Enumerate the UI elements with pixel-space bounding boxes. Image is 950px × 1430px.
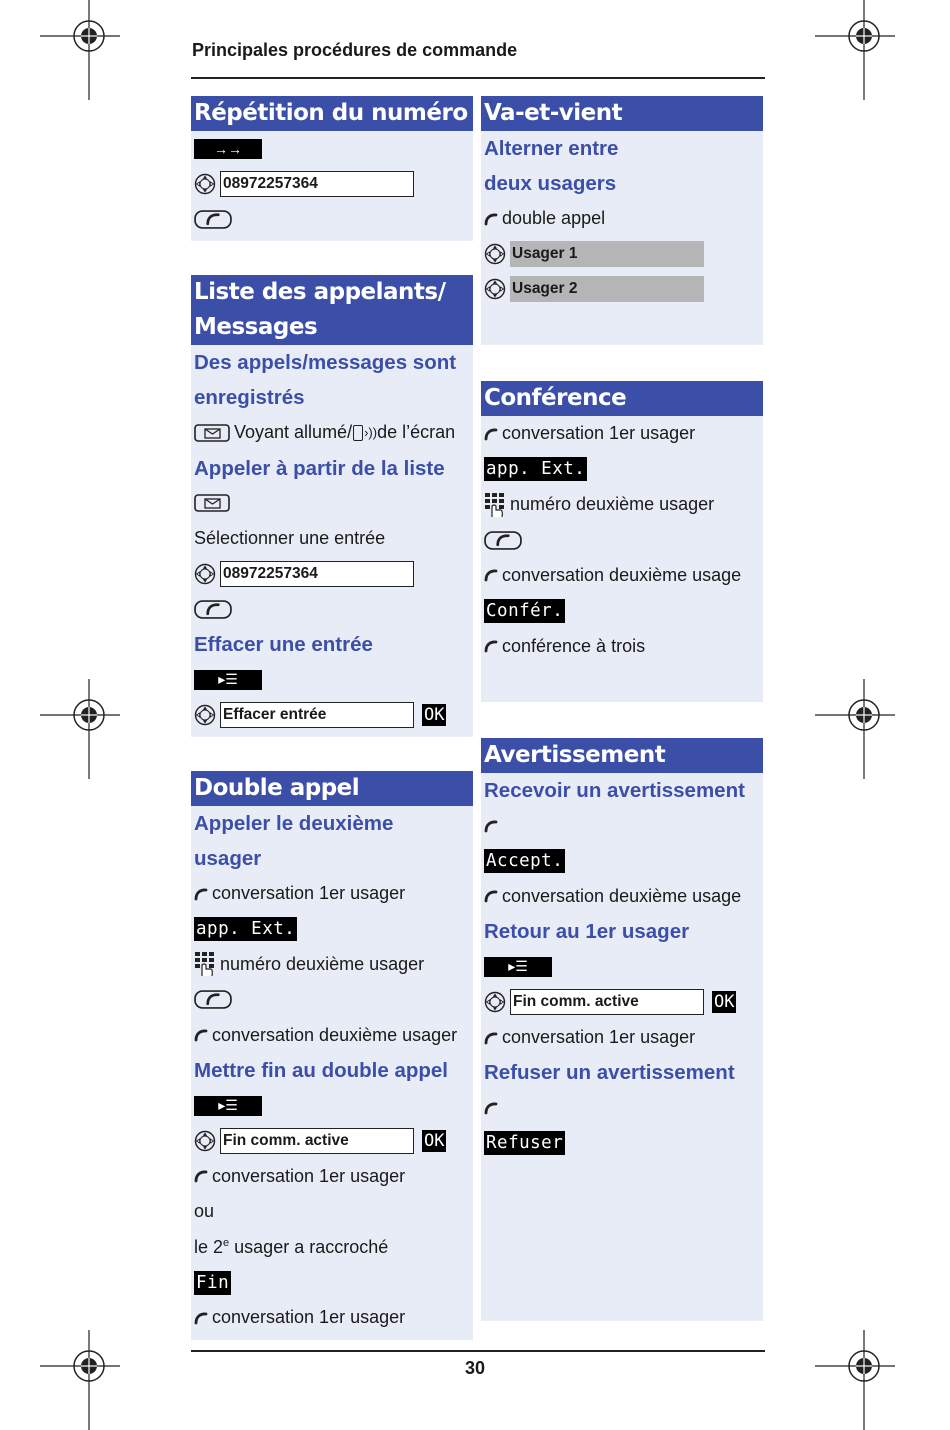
- conf-appext-row: [481, 452, 763, 487]
- waiting-end-row: [481, 984, 763, 1019]
- hook-icon: [194, 1311, 208, 1325]
- refuse-row: [481, 1126, 763, 1161]
- menu-key[interactable]: ▸☰: [194, 670, 262, 690]
- hung-up-post: usager a raccroché: [229, 1236, 389, 1257]
- callers-title-line2: Messages: [191, 310, 473, 345]
- callers-number-field: 08972257364: [220, 561, 414, 587]
- double-panel: [191, 771, 473, 1340]
- double-number-row: [191, 947, 473, 982]
- conf-dial-row: [481, 522, 763, 557]
- repeat-panel: [191, 96, 473, 241]
- callers-panel: [191, 275, 473, 737]
- double-conv1-row: [191, 876, 473, 911]
- waiting-conv2-row: [481, 879, 763, 914]
- select-text: Sélectionner une entrée: [194, 528, 386, 549]
- ok-button[interactable]: OK: [714, 992, 735, 1013]
- toggle-sub-line2: deux usagers: [484, 172, 617, 195]
- callers-dial-row: [191, 592, 473, 627]
- keypad-icon[interactable]: [194, 951, 216, 977]
- menu-key[interactable]: ▸☰: [194, 1096, 262, 1116]
- crop-mark-middle-right: [815, 679, 895, 779]
- right-column: [481, 96, 763, 1321]
- conf-conv2-row: [481, 558, 763, 593]
- waiting-menu-row: [481, 949, 763, 984]
- waiting-panel: [481, 738, 763, 1321]
- double-conv4-row: [191, 1300, 473, 1335]
- hook-icon: [484, 427, 498, 441]
- delete-row: [191, 698, 473, 733]
- or-text: ou: [194, 1201, 215, 1222]
- hung-up-sup: e: [223, 1236, 230, 1249]
- waiting-hook2-row: [481, 1090, 763, 1125]
- footer-rule: [191, 1350, 765, 1352]
- waiting-conv1-row: [481, 1020, 763, 1055]
- hook-icon: [484, 568, 498, 582]
- callers-menu-row: [191, 662, 473, 697]
- led-text1: Voyant allumé/: [234, 422, 353, 443]
- double-conv4-text: conversation 1er usager: [212, 1307, 406, 1328]
- ok-button[interactable]: OK: [424, 1130, 445, 1151]
- fin-row: [191, 1265, 473, 1300]
- double-end-row: [191, 1123, 473, 1158]
- conference-title: Conférence: [481, 381, 763, 416]
- hook-icon: [484, 889, 498, 903]
- keypad-icon[interactable]: [484, 492, 506, 518]
- toggle-title: Va-et-vient: [481, 96, 763, 131]
- delete-entry-field: Effacer entrée: [220, 702, 414, 728]
- conf-three-row: [481, 629, 763, 664]
- double-number-text: numéro deuxième usager: [220, 953, 425, 974]
- callers-sub3: Effacer une entrée: [194, 633, 373, 657]
- crop-mark-top-left: [40, 0, 120, 100]
- hung-up-pre: le 2: [194, 1236, 224, 1257]
- led-row: [191, 415, 473, 450]
- conf-number-row: [481, 487, 763, 522]
- toggle-double-row: [481, 201, 763, 236]
- repeat-title: Répétition du numéro: [191, 96, 473, 131]
- nav-key-icon[interactable]: [194, 1130, 216, 1152]
- hook-icon: [194, 1169, 208, 1183]
- double-sub2: Mettre fin au double appel: [194, 1058, 448, 1082]
- waiting-sub2: Retour au 1er usager: [484, 920, 690, 944]
- hook-icon: [484, 1101, 498, 1115]
- confer-row: [481, 593, 763, 628]
- or-row: [191, 1194, 473, 1229]
- running-header: Principales procédures de commande: [192, 40, 518, 60]
- app-ext-softkey[interactable]: app. Ext.: [196, 918, 296, 939]
- conference-panel: [481, 381, 763, 702]
- callers-title-line1: Liste des appelants/: [191, 275, 473, 310]
- double-menu-row: [191, 1088, 473, 1123]
- crop-mark-bottom-right: [815, 1330, 895, 1430]
- double-conv3-text: conversation 1er usager: [212, 1165, 406, 1186]
- double-conv2-text: conversation deuxième usager: [212, 1024, 458, 1045]
- crop-mark-top-right: [815, 0, 895, 100]
- repeat-number-field: 08972257364: [220, 171, 414, 197]
- user1-field: Usager 1: [510, 241, 704, 267]
- waiting-title: Avertissement: [481, 738, 763, 773]
- conf-three-text: conférence à trois: [502, 635, 646, 656]
- hook-icon: [194, 887, 208, 901]
- toggle-double-text: double appel: [502, 208, 606, 229]
- end-call-field: Fin comm. active: [220, 1128, 414, 1154]
- waiting-hook-row: [481, 808, 763, 843]
- hook-icon: [484, 819, 498, 833]
- page-number: 30: [464, 1358, 486, 1378]
- redial-key[interactable]: →→: [194, 139, 262, 159]
- nav-key-icon[interactable]: [484, 991, 506, 1013]
- waiting-sub1: Recevoir un avertissement: [484, 778, 745, 802]
- fin-softkey[interactable]: Fin: [196, 1272, 230, 1293]
- waiting-conv2-text: conversation deuxième usage: [502, 885, 742, 906]
- double-appext-row: [191, 911, 473, 946]
- double-title: Double appel: [191, 771, 473, 806]
- handset-key-icon[interactable]: [484, 531, 522, 550]
- menu-key[interactable]: ▸☰: [484, 957, 552, 977]
- accept-row: [481, 843, 763, 878]
- toggle-user1-row: [481, 236, 763, 271]
- waiting-conv1-text: conversation 1er usager: [502, 1027, 696, 1048]
- message-key-row: [191, 486, 473, 521]
- display-icon: [353, 425, 363, 441]
- callers-sub2: Appeler à partir de la liste: [194, 456, 445, 480]
- message-key-icon[interactable]: [194, 494, 230, 512]
- crop-mark-middle-left: [40, 679, 120, 779]
- callers-sub1-line2: enregistrés: [194, 386, 305, 410]
- double-dial-row: [191, 982, 473, 1017]
- conf-conv2-text: conversation deuxième usage: [502, 564, 742, 585]
- nav-key-icon[interactable]: [194, 563, 216, 585]
- double-conv3-row: [191, 1159, 473, 1194]
- repeat-number-row: [191, 166, 473, 201]
- nav-key-icon[interactable]: [484, 243, 506, 265]
- accept-softkey[interactable]: Accept.: [486, 850, 564, 871]
- repeat-dial-row: [191, 202, 473, 237]
- header-rule: [191, 77, 765, 79]
- select-row: [191, 521, 473, 556]
- toggle-user2-row: [481, 272, 763, 307]
- end-call-field: Fin comm. active: [510, 989, 704, 1015]
- crop-mark-bottom-left: [40, 1330, 120, 1430]
- led-text2: de l’écran: [377, 422, 456, 443]
- double-conv2-row: [191, 1017, 473, 1052]
- hook-icon: [194, 1028, 208, 1042]
- nav-key-icon[interactable]: [194, 704, 216, 726]
- message-key-icon: [194, 424, 230, 442]
- nav-key-icon[interactable]: [484, 278, 506, 300]
- toggle-panel: [481, 96, 763, 345]
- hook-icon: [484, 639, 498, 653]
- double-conv1-text: conversation 1er usager: [212, 883, 406, 904]
- hung-up-text: [194, 1237, 388, 1258]
- user2-field: Usager 2: [510, 276, 704, 302]
- nav-key-icon[interactable]: [194, 173, 216, 195]
- ok-button[interactable]: OK: [424, 705, 445, 726]
- app-ext-softkey[interactable]: app. Ext.: [486, 459, 586, 480]
- refuse-softkey[interactable]: Refuser: [486, 1133, 564, 1154]
- callers-number-row: [191, 556, 473, 591]
- handset-key-icon[interactable]: [194, 210, 232, 229]
- handset-key-icon[interactable]: [194, 990, 232, 1009]
- waiting-sub3: Refuser un avertissement: [484, 1061, 735, 1085]
- repeat-key-row: [191, 131, 473, 166]
- confer-softkey[interactable]: Confér.: [486, 600, 564, 621]
- double-sub1-line2: usager: [194, 846, 262, 870]
- hook-icon: [484, 1031, 498, 1045]
- hook-icon: [484, 212, 498, 226]
- double-sub1-line1: Appeler le deuxième: [194, 811, 394, 835]
- toggle-sub-line1: Alterner entre: [484, 137, 619, 160]
- conf-conv1-row: [481, 416, 763, 451]
- signal-icon: ›)): [364, 425, 378, 441]
- conf-conv1-text: conversation 1er usager: [502, 423, 696, 444]
- hung-up-row: [191, 1229, 473, 1264]
- handset-key-icon[interactable]: [194, 600, 232, 619]
- callers-sub1-line1: Des appels/messages sont: [194, 351, 457, 375]
- conf-number-text: numéro deuxième usager: [510, 494, 715, 515]
- left-column: [191, 96, 473, 1340]
